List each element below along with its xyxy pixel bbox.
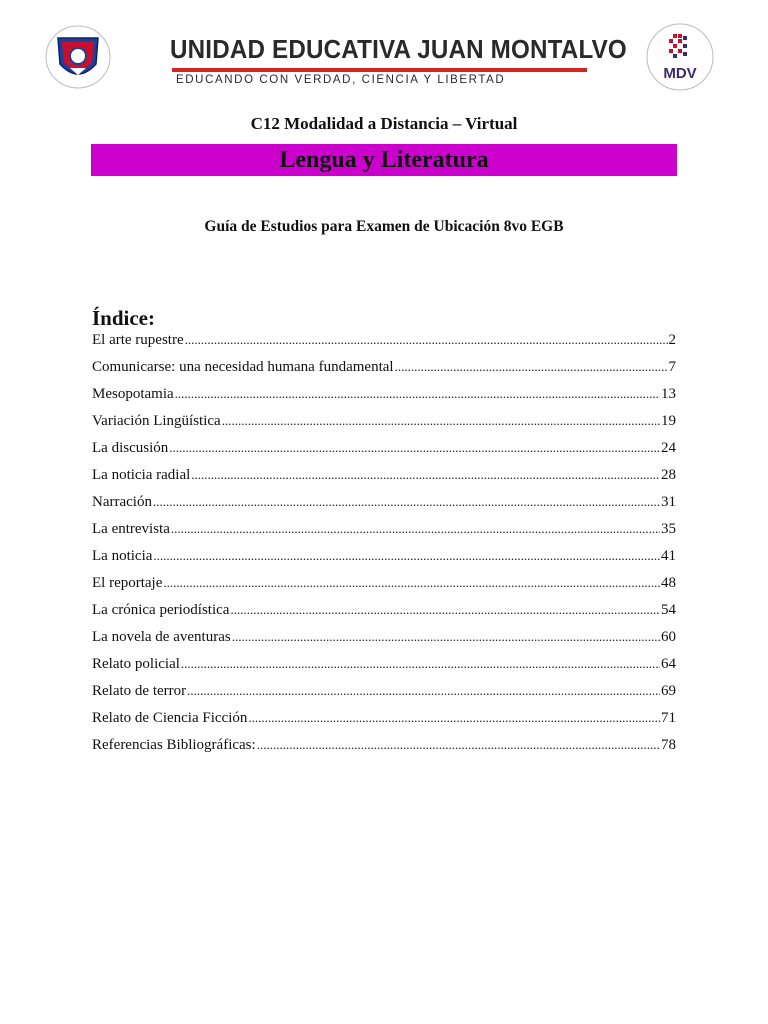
toc-entry-page: 64	[661, 656, 676, 672]
toc-entry-page: 24	[661, 440, 676, 456]
toc-entry-label: La discusión	[92, 440, 169, 456]
toc-entry[interactable]	[92, 359, 676, 386]
toc-entry-page: 7	[668, 359, 676, 375]
mdv-logo-text: MDV	[663, 65, 697, 82]
toc-entry[interactable]	[92, 521, 676, 548]
toc-entry[interactable]	[92, 602, 676, 629]
toc-entry-label: La crónica periodística	[92, 602, 230, 618]
toc-entry-label: Narración	[92, 494, 152, 510]
toc-entry-label: La entrevista	[92, 521, 170, 537]
toc-entry-label: El arte rupestre	[92, 332, 184, 348]
toc-leader-dots	[153, 548, 660, 564]
subject-banner	[91, 144, 677, 176]
toc-leader-dots	[222, 413, 660, 429]
toc-entry[interactable]	[92, 467, 676, 494]
toc-leader-dots	[181, 656, 660, 672]
toc-entry-page: 69	[661, 683, 676, 699]
toc-entry-page: 54	[661, 602, 676, 618]
toc-entry-page: 41	[661, 548, 676, 564]
toc-leader-dots	[230, 602, 660, 618]
toc-entry-label: La noticia radial	[92, 467, 191, 483]
toc-entry-page: 2	[668, 332, 676, 348]
motto-divider	[172, 68, 587, 72]
subject-title: Lengua y Literatura	[279, 147, 489, 173]
toc-entry[interactable]	[92, 332, 676, 359]
toc-leader-dots	[163, 575, 660, 591]
table-of-contents	[92, 332, 676, 764]
toc-entry-page: 31	[661, 494, 676, 510]
toc-leader-dots	[395, 359, 668, 375]
toc-entry-label: El reportaje	[92, 575, 163, 591]
mdv-logo-icon	[645, 22, 715, 92]
toc-entry[interactable]	[92, 737, 676, 764]
toc-entry-page: 78	[661, 737, 676, 753]
toc-entry-page: 60	[661, 629, 676, 645]
toc-entry[interactable]	[92, 683, 676, 710]
toc-entry[interactable]	[92, 440, 676, 467]
school-name: UNIDAD EDUCATIVA JUAN MONTALVO	[170, 34, 627, 64]
guide-title: Guía de Estudios para Examen de Ubicación 8vo EGB	[204, 218, 564, 235]
toc-entry[interactable]	[92, 413, 676, 440]
toc-entry-page: 48	[661, 575, 676, 591]
toc-leader-dots	[187, 683, 660, 699]
school-crest-icon	[44, 24, 112, 90]
toc-leader-dots	[257, 737, 660, 753]
toc-leader-dots	[185, 332, 668, 348]
toc-leader-dots	[232, 629, 660, 645]
toc-entry[interactable]	[92, 494, 676, 521]
toc-entry-label: La noticia	[92, 548, 153, 564]
toc-leader-dots	[169, 440, 660, 456]
toc-leader-dots	[175, 386, 660, 402]
toc-leader-dots	[191, 467, 660, 483]
toc-entry-page: 13	[661, 386, 676, 402]
toc-entry-label: Relato de Ciencia Ficción	[92, 710, 248, 726]
toc-entry[interactable]	[92, 656, 676, 683]
toc-entry-label: Variación Lingüística	[92, 413, 221, 429]
toc-entry-page: 19	[661, 413, 676, 429]
toc-leader-dots	[153, 494, 660, 510]
toc-entry[interactable]	[92, 629, 676, 656]
school-motto: EDUCANDO CON VERDAD, CIENCIA Y LIBERTAD	[176, 74, 506, 86]
toc-entry-label: Relato policial	[92, 656, 180, 672]
toc-entry[interactable]	[92, 386, 676, 413]
toc-entry[interactable]	[92, 710, 676, 737]
toc-entry-label: La novela de aventuras	[92, 629, 231, 645]
toc-entry-page: 71	[661, 710, 676, 726]
toc-entry-page: 35	[661, 521, 676, 537]
toc-entry-label: Referencias Bibliográficas:	[92, 737, 256, 753]
toc-leader-dots	[248, 710, 660, 726]
toc-entry-label: Comunicarse: una necesidad humana fundamental	[92, 359, 394, 375]
modality-title: C12 Modalidad a Distancia – Virtual	[250, 114, 518, 133]
toc-entry[interactable]	[92, 548, 676, 575]
document-header	[0, 0, 768, 110]
toc-entry-label: Relato de terror	[92, 683, 187, 699]
toc-entry-label: Mesopotamia	[92, 386, 174, 402]
index-heading: Índice:	[92, 306, 155, 330]
toc-entry-page: 28	[661, 467, 676, 483]
toc-entry[interactable]	[92, 575, 676, 602]
toc-leader-dots	[171, 521, 660, 537]
